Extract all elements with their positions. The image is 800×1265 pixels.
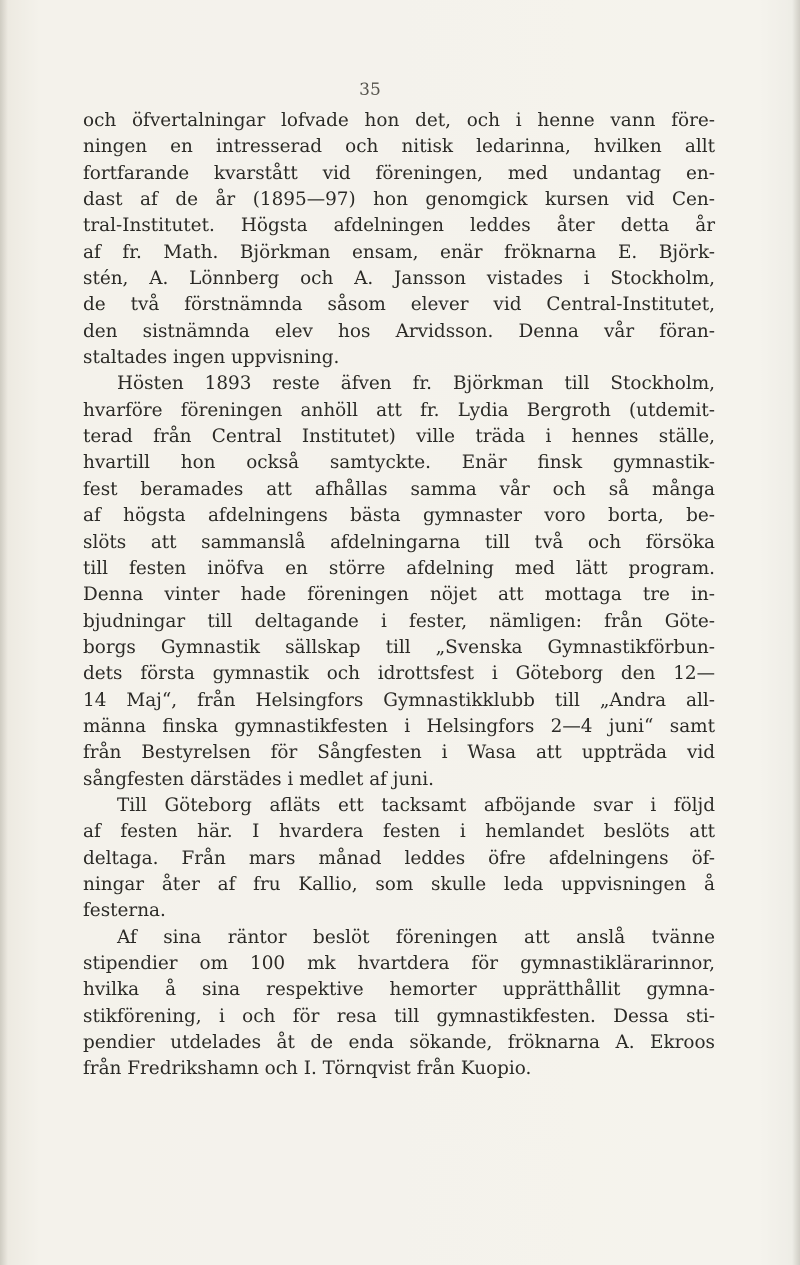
paragraph [83,108,715,371]
text-line: terad från Central Institutet) ville träda i hennes ställe, [83,426,715,448]
text-line: stén, A. Lönnberg och A. Jansson vistades i Stockholm, [83,268,715,290]
text-line: hvilka å sina respektive hemorter upprätthållit gymna- [83,979,715,1001]
text-line: till festen inöfva en större afdelning med lätt program. [83,557,715,579]
text-line: Denna vinter hade föreningen nöjet att mottaga tre in- [83,584,715,606]
text-line: pendier utdelades åt de enda sökande, fröknarna A. Ekroos [83,1032,715,1054]
text-line: ningen en intresserad och nitisk ledarinna, hvilken allt [83,136,715,158]
text-line: fortfarande kvarstått vid föreningen, med undantag en- [83,162,715,184]
page-number: 35 [359,80,381,100]
text-line: den sistnämnda elev hos Arvidsson. Denna vår föran- [83,320,715,342]
text-line: staltades ingen uppvisning. [83,347,340,369]
paragraph [83,371,715,793]
text-line: af festen här. I hvardera festen i hemlandet beslöts att [83,821,715,843]
text-line: dets första gymnastik och idrottsfest i Göteborg den 12— [83,663,715,685]
text-line: sångfesten därstädes i medlet af juni. [83,768,434,790]
text-line: dast af de år (1895—97) hon genomgick kursen vid Cen- [83,189,715,211]
text-line: Af sina räntor beslöt föreningen att anslå tvänne [117,926,715,948]
page-right-shadow [792,0,800,1265]
paragraph [83,793,715,925]
text-line: borgs Gymnastik sällskap till „Svenska Gymnastikförbun- [83,636,715,658]
text-line: af fr. Math. Björkman ensam, enär fröknarna E. Björk- [83,241,715,263]
text-line: slöts att sammanslå afdelningarna till två och försöka [83,531,715,553]
text-line: Till Göteborg afläts ett tacksamt afböjande svar i följd [117,794,715,816]
body-text [83,108,715,1083]
text-line: bjudningar till deltagande i fester, nämligen: från Göte- [83,610,715,632]
text-line: från Fredrikshamn och I. Törnqvist från Kuopio. [83,1058,532,1080]
paragraph [83,925,715,1083]
text-line: fest beramades att afhållas samma vår och så många [83,478,715,500]
text-line: Hösten 1893 reste äfven fr. Björkman till Stockholm, [117,373,715,395]
text-line: tral-Institutet. Högsta afdelningen leddes åter detta år [83,215,715,237]
text-line: hvarföre föreningen anhöll att fr. Lydia Bergroth (utdemit- [83,399,715,421]
text-line: af högsta afdelningens bästa gymnaster voro borta, be- [83,505,715,527]
text-line: hvartill hon också samtyckte. Enär finsk gymnastik- [83,452,715,474]
text-line: deltaga. Från mars månad leddes öfre afdelningens öf- [83,847,715,869]
text-line: ningar åter af fru Kallio, som skulle leda uppvisningen å [83,873,715,895]
text-line: de två förstnämnda såsom elever vid Central-Institutet, [83,294,715,316]
page-left-shadow [0,0,8,1265]
text-line: männa finska gymnastikfesten i Helsingfors 2—4 juni“ samt [83,715,715,737]
text-line: 14 Maj“, från Helsingfors Gymnastikklubb till „Andra all- [83,689,715,711]
text-line: stipendier om 100 mk hvartdera för gymnastiklärarinnor, [83,953,715,974]
text-line: från Bestyrelsen för Sångfesten i Wasa att uppträda vid [83,742,715,764]
text-line: och öfvertalningar lofvade hon det, och i henne vann före- [83,110,715,131]
text-line: stikförening, i och för resa till gymnastikfesten. Dessa sti- [83,1005,715,1027]
text-line: festerna. [83,900,166,922]
